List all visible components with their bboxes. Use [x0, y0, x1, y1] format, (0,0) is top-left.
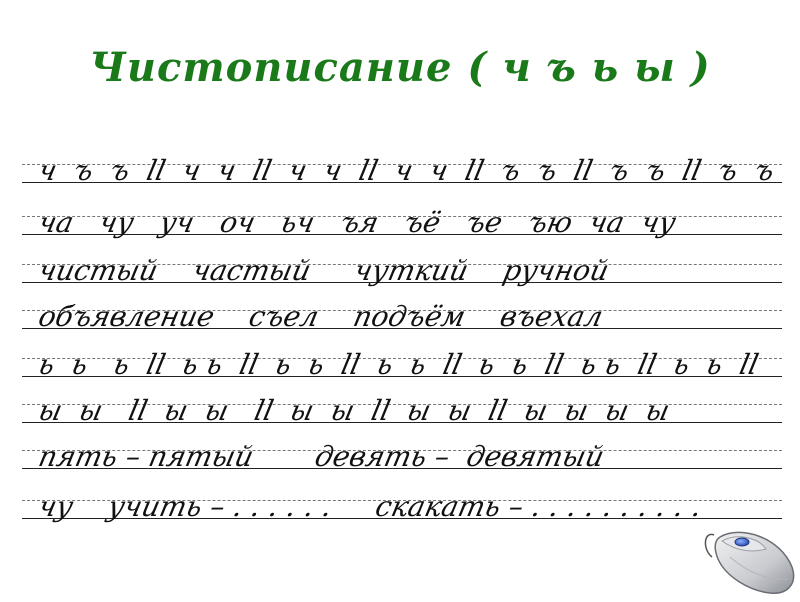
handwriting-text: чистый частый чуткий ручной [35, 254, 612, 287]
page-title: Чистописание ( ч ъ ь ы ) [89, 44, 711, 91]
writing-line-8 [22, 488, 782, 538]
writing-line-4 [22, 298, 782, 348]
writing-line-1 [22, 152, 782, 202]
handwriting-text: объявление съел подъём въехал [35, 300, 606, 333]
handwriting-text: пять – пятый девять – девятый [35, 440, 608, 473]
writing-line-7 [22, 438, 782, 488]
handwriting-text: чу учить – . . . . . . скакать – . . . . . . . . . . [35, 490, 705, 523]
handwriting-text: ь ь ь ll ь ь ll ь ь ll ь ь ll ь ь ll ь ь ll ь ь ll [35, 348, 762, 381]
writing-line-3 [22, 252, 782, 302]
mouse-drawing [700, 527, 798, 597]
handwriting-text: ч ъ ъ ll ч ч ll ч ч ll ч ч ll ъ ъ ll ъ ъ ll ъ ъ [35, 154, 778, 187]
computer-mouse-icon[interactable] [700, 527, 798, 597]
writing-line-2 [22, 204, 782, 254]
writing-line-5 [22, 346, 782, 396]
handwriting-text: ча чу уч оч ьч ъя ъё ъе ъю ча чу [35, 206, 679, 239]
writing-line-6 [22, 392, 782, 442]
handwriting-text: ы ы ll ы ы ll ы ы ll ы ы ll ы ы ы ы [35, 394, 673, 427]
